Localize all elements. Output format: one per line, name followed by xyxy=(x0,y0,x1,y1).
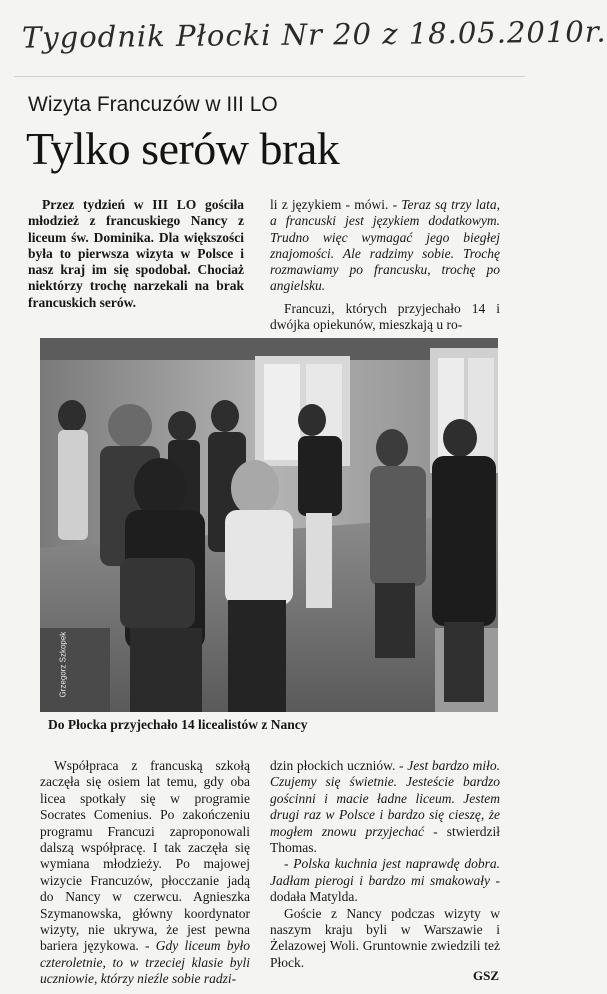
bottom-left-text: Współpraca z francuską szkołą zaczęła się osiem lat temu, gdy oba licea spotkały się w programie Socrates Comenius. Po zakończeniu programu Francuzi zaproponowali dalszą współpracę. I tak zaczęła się wymiana młodzieży. Po majowej wizycie Francuzów, płocczanie jadą do Nancy w czerwcu. Agnieszka Szymanowska, główny koordynator wizyty, nie ukrywa, że jest pewna bariera językowa. - xyxy=(40,758,250,954)
column-bottom-right xyxy=(270,758,500,971)
bottom-right-p2-quote: - Polska kuchnia jest naprawdę dobra. Jadłam pierogi i bardzo mi smakowały xyxy=(270,856,500,888)
bottom-right-p1-tail: - stwierdził Thomas. xyxy=(270,823,500,856)
photo-credit: Grzegorz Szkopek xyxy=(58,631,68,698)
photo-caption: Do Płocka przyjechało 14 licealistów z Nancy xyxy=(48,717,308,732)
bottom-right-p1-quote: Jest bardzo miło. Czujemy się świetnie. Jesteście bardzo gościnni i macie ładne liceum. Jestem drugi raz w Polsce i bardzo się cieszę, że mogłem znowu przyjechać xyxy=(270,758,500,839)
bottom-left-quote: Gdy liceum było czteroletnie, to w trzeciej klasie byli uczniowie, którzy nieźle sobie radzi- xyxy=(40,938,250,987)
photo-illustration xyxy=(40,338,498,712)
bottom-right-p1-plain: dzin płockich uczniów. - xyxy=(270,758,408,773)
bottom-right-paragraph-3: Goście z Nancy podczas wizyty w naszym kraju byli w Warszawie i Żelazowej Woli. Gruntownie zwiedzili też Płock. xyxy=(270,905,500,970)
article-photo xyxy=(40,338,498,712)
bottom-right-paragraph-1 xyxy=(270,758,500,856)
right-top-quote-lead: li z językiem - mówi. - xyxy=(270,197,402,212)
author-signature: GSZ xyxy=(472,968,499,983)
article-headline: Tylko serów brak xyxy=(26,123,340,174)
article-lead: Przez tydzień w III LO gościła młodzież z francuskiego Nancy z liceum św. Dominika. Dla większości była to pierwsza wizyta w Polsce i nasz kraj im się spodobał. Chociaż niektórzy trochę narzekali na brak francuskich serów. xyxy=(28,197,244,310)
column-bottom-left xyxy=(40,758,250,988)
right-top-paragraph-2: Francuzi, których przyjechało 14 i dwójka opiekunów, mieszkają u ro- xyxy=(270,300,500,333)
clipping-handwritten-header: Tygodnik Płocki Nr 20 z 18.05.2010r. xyxy=(21,14,607,55)
header-divider xyxy=(14,76,525,77)
column-right-top xyxy=(270,197,500,333)
right-top-quote: Teraz są trzy lata, a francuski jest językiem dodatkowym. Trudno więc wymagać jego biegłej znajomości. Ale radzimy sobie. Trochę rozmawiamy po francusku, trochę po angielsku. xyxy=(270,197,500,294)
right-top-paragraph-1 xyxy=(270,197,500,295)
bottom-right-paragraph-2 xyxy=(270,856,500,905)
article-kicker: Wizyta Francuzów w III LO xyxy=(28,93,278,116)
bottom-right-p2-tail: - dodała Matylda. xyxy=(270,872,500,905)
